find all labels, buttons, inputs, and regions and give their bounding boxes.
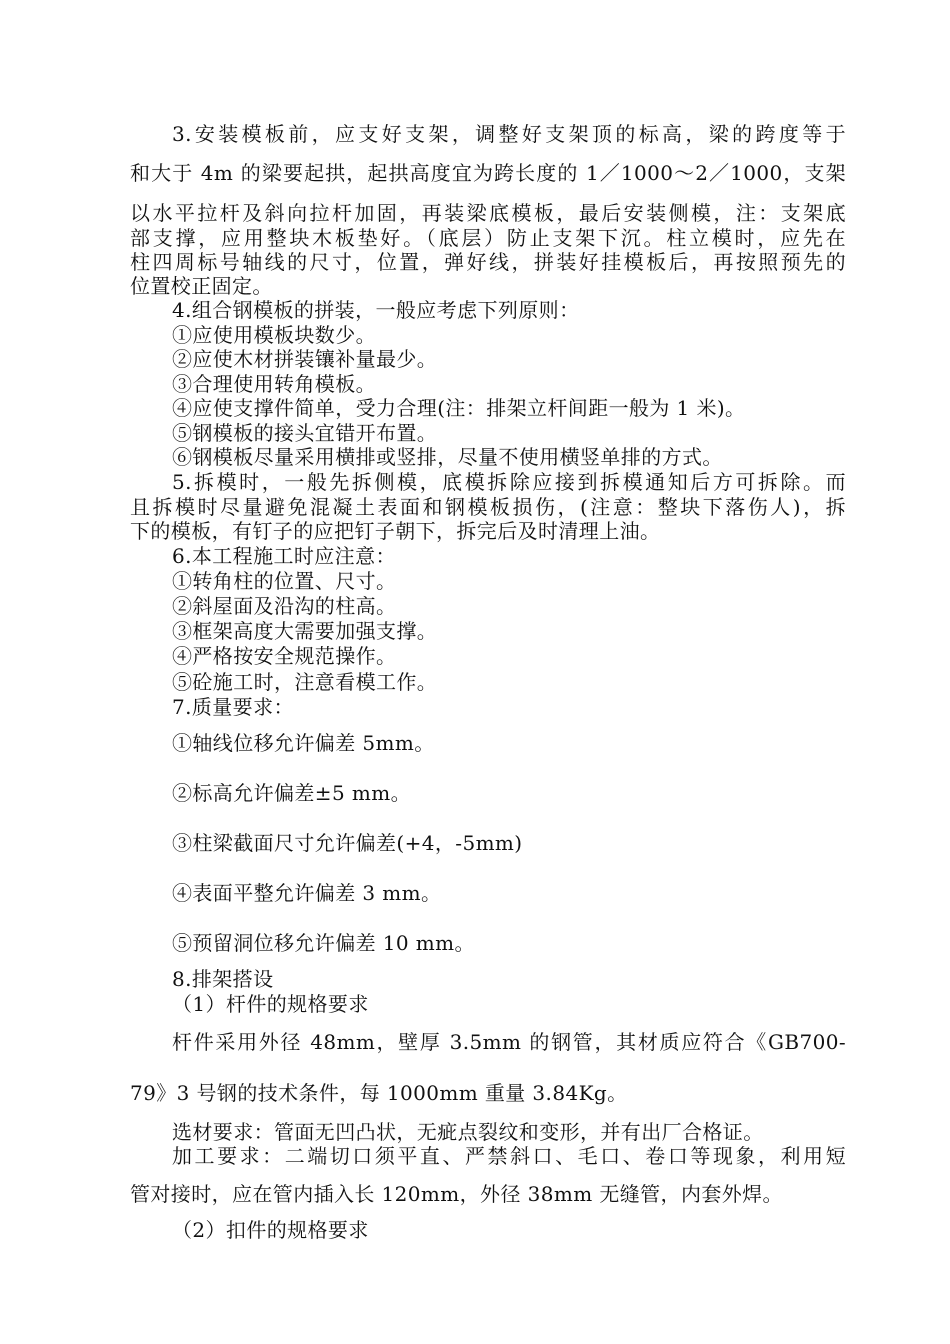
list-item: ⑤钢模板的接头宜错开布置。	[172, 421, 438, 445]
text-line: 下的模板，有钉子的应把钉子朝下，拆完后及时清理上油。	[130, 519, 661, 543]
text-line: 位置校正固定。	[130, 274, 273, 298]
list-item: ①转角柱的位置、尺寸。	[172, 569, 397, 593]
list-item: ④应使支撑件简单，受力合理(注：排架立杆间距一般为 1 米)。	[172, 396, 746, 420]
list-item: ①应使用模板块数少。	[172, 323, 376, 347]
text-line: 6.本工程施工时应注意：	[172, 544, 396, 568]
text-line: 5.拆模时，一般先拆侧模，底模拆除应接到拆模通知后方可拆除。而	[172, 470, 846, 494]
text-line: 选材要求：管面无凹凸状，无疵点裂纹和变形，并有出厂合格证。	[172, 1120, 764, 1144]
list-item: ④表面平整允许偏差 3 mm。	[172, 881, 442, 905]
list-item: ③柱梁截面尺寸允许偏差(+4，-5mm)	[172, 831, 523, 855]
list-item: ②应使木材拼装镶补量最少。	[172, 347, 438, 371]
text-line: 部支撑，应用整块木板垫好。（底层）防止支架下沉。柱立模时，应先在	[130, 226, 846, 250]
text-line: 7.质量要求：	[172, 695, 294, 719]
text-line: 以水平拉杆及斜向拉杆加固，再装梁底模板，最后安装侧模，注：支架底	[130, 201, 846, 225]
text-line: 加工要求：二端切口须平直、严禁斜口、毛口、卷口等现象，利用短	[172, 1144, 846, 1168]
list-item: ③合理使用转角模板。	[172, 372, 376, 396]
text-line: 和大于 4m 的梁要起拱，起拱高度宜为跨长度的 1／1000～2／1000，支架	[130, 161, 846, 185]
text-line: 79》3 号钢的技术条件，每 1000mm 重量 3.84Kg。	[130, 1081, 628, 1105]
text-line: 柱四周标号轴线的尺寸，位置，弹好线，拼装好挂模板后，再按照预先的	[130, 250, 846, 274]
text-line: 且拆模时尽量避免混凝土表面和钢模板损伤，(注意：整块下落伤人)，拆	[130, 495, 846, 519]
text-line: （1）杆件的规格要求	[172, 992, 369, 1016]
text-line: 杆件采用外径 48mm，壁厚 3.5mm 的钢管，其材质应符合《GB700-	[172, 1030, 846, 1054]
list-item: ⑤预留洞位移允许偏差 10 mm。	[172, 931, 475, 955]
list-item: ④严格按安全规范操作。	[172, 644, 397, 668]
list-item: ⑤砼施工时，注意看模工作。	[172, 670, 438, 694]
list-item: ②标高允许偏差±5 mm。	[172, 781, 411, 805]
list-item: ①轴线位移允许偏差 5mm。	[172, 731, 435, 755]
list-item: ③框架高度大需要加强支撑。	[172, 619, 438, 643]
text-line: （2）扣件的规格要求	[172, 1218, 369, 1242]
list-item: ②斜屋面及沿沟的柱高。	[172, 594, 397, 618]
list-item: ⑥钢模板尽量采用横排或竖排，尽量不使用横竖单排的方式。	[172, 445, 723, 469]
text-line: 4.组合钢模板的拼装，一般应考虑下列原则：	[172, 298, 580, 322]
text-line: 8.排架搭设	[172, 967, 274, 991]
text-line: 3.安装模板前，应支好支架，调整好支架顶的标高，梁的跨度等于	[172, 122, 846, 146]
text-line: 管对接时，应在管内插入长 120mm，外径 38mm 无缝管，内套外焊。	[130, 1182, 783, 1206]
